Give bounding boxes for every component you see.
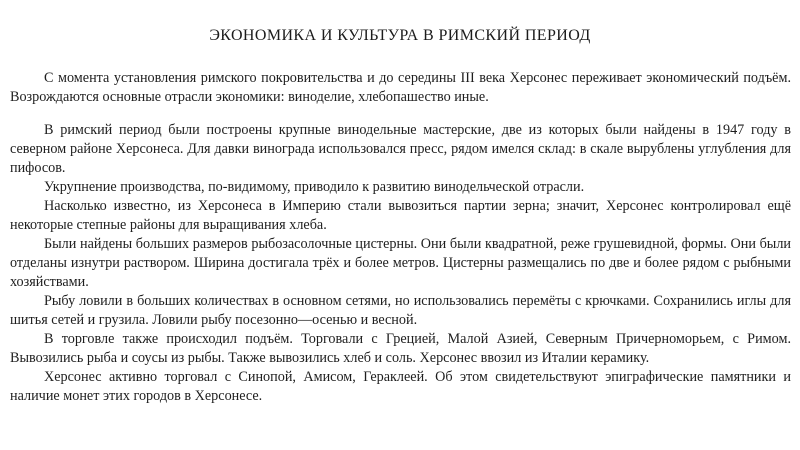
slide-body bbox=[10, 69, 791, 406]
paragraph-economic-rise: С момента установления римского покровительства и до середины III века Херсонес переживает экономический подъём. Возрождаются основные отрасли экономики: виноделие, хлебопашество иные. bbox=[10, 70, 791, 105]
paragraph-grain-export: Насколько известно, из Херсонеса в Империю стали вывозиться партии зерна; значит, Херсонес контролировал ещё некоторые степные районы для выращивания хлеба. bbox=[10, 198, 791, 233]
paragraph-wine-workshops: В римский период были построены крупные винодельные мастерские, две из которых были найдены в 1947 году в северном районе Херсонеса. Для давки винограда использовался пресс, рядом имелся склад: в скале вырублены углубления для пифосов. bbox=[10, 122, 791, 176]
paragraph-trade-rise: В торговле также происходил подъём. Торговали с Грецией, Малой Азией, Северным Причерноморьем, с Римом. Вывозились рыба и соусы из рыбы. Также вывозились хлеб и соль. Херсонес ввозил из Италии керамику. bbox=[10, 331, 791, 366]
paragraph-fishing: Рыбу ловили в больших количествах в основном сетями, но использовались перемёты с крючками. Сохранились иглы для шитья сетей и грузила. Ловили рыбу посезонно—осенью и весной. bbox=[10, 293, 791, 328]
paragraph-production-growth: Укрупнение производства, по-видимому, приводило к развитию винодельческой отрасли. bbox=[44, 179, 585, 195]
paragraph-fish-cisterns: Были найдены больших размеров рыбозасолочные цистерны. Они были квадратной, реже грушевидной, формы. Они были отделаны изнутри раствором. Ширина достигала трёх и более метров. Цистерны размещались по две и более рядом с рыбными хозяйствами. bbox=[10, 236, 791, 290]
slide-title: ЭКОНОМИКА И КУЛЬТУРА В РИМСКИЙ ПЕРИОД bbox=[209, 27, 591, 44]
paragraph-trade-cities: Херсонес активно торговал с Синопой, Амисом, Гераклеей. Об этом свидетельствуют эпиграфические памятники и наличие монет этих городов в Херсонесе. bbox=[10, 369, 791, 404]
